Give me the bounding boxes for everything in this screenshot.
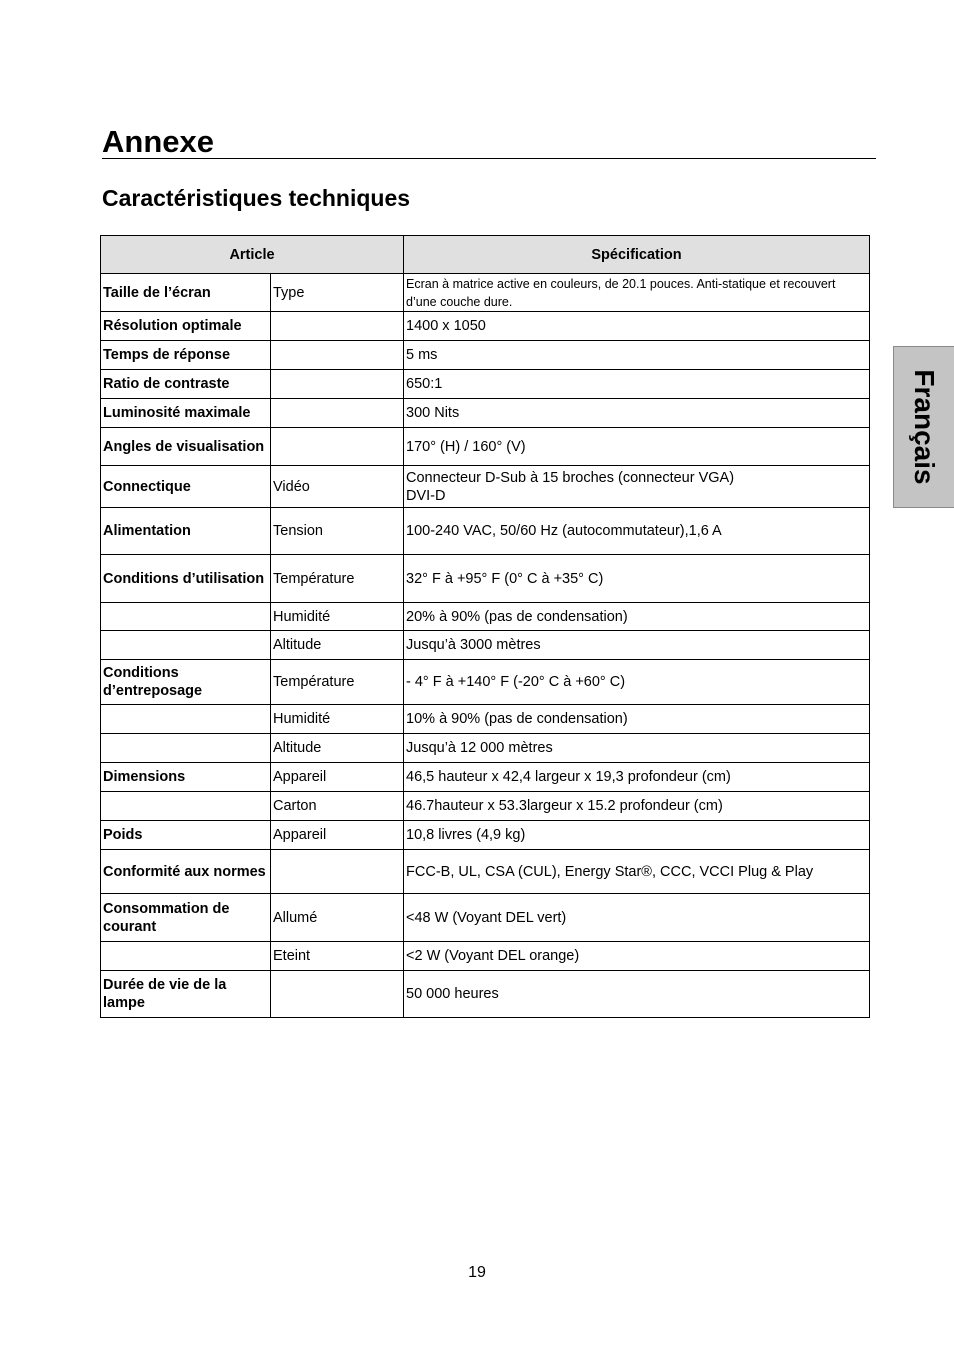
row-item: Temps de réponse (101, 341, 271, 370)
table-row (101, 466, 870, 508)
table-row (101, 942, 870, 971)
table-row (101, 850, 870, 894)
table-row (101, 971, 870, 1018)
row-item (101, 942, 271, 971)
row-subitem: Appareil (271, 763, 404, 792)
row-spec: 170° (H) / 160° (V) (404, 428, 870, 466)
row-spec-line: Connecteur D-Sub à 15 broches (connecteur VGA) (406, 469, 735, 486)
row-spec: 46,5 hauteur x 42,4 largeur x 19,3 profondeur (cm) (404, 763, 870, 792)
row-subitem: Tension (271, 508, 404, 555)
row-item: Durée de vie de la lampe (101, 971, 271, 1018)
row-subitem: Eteint (271, 942, 404, 971)
table-row (101, 274, 870, 312)
row-subitem (271, 399, 404, 428)
row-spec: 46.7hauteur x 53.3largeur x 15.2 profondeur (cm) (404, 792, 870, 821)
table-row (101, 603, 870, 631)
row-item (101, 792, 271, 821)
table-row (101, 894, 870, 942)
row-item: Connectique (101, 466, 271, 508)
row-subitem: Type (271, 274, 404, 312)
specifications-table (100, 235, 870, 1018)
row-spec: <48 W (Voyant DEL vert) (404, 894, 870, 942)
table-row (101, 660, 870, 705)
row-spec: 5 ms (404, 341, 870, 370)
table-row (101, 705, 870, 734)
row-item (101, 734, 271, 763)
table-row (101, 428, 870, 466)
row-item: Poids (101, 821, 271, 850)
row-item: Dimensions (101, 763, 271, 792)
section-title: Caractéristiques techniques (102, 185, 411, 211)
row-item (101, 631, 271, 660)
row-item (101, 603, 271, 631)
row-subitem (271, 312, 404, 341)
row-item: Angles de visualisation (101, 428, 271, 466)
row-spec: 20% à 90% (pas de condensation) (404, 603, 870, 631)
row-item: Alimentation (101, 508, 271, 555)
row-item: Ratio de contraste (101, 370, 271, 399)
row-item (101, 705, 271, 734)
row-item: Conditions d’utilisation (101, 555, 271, 603)
row-subitem (271, 428, 404, 466)
row-subitem (271, 370, 404, 399)
table-row (101, 631, 870, 660)
table-row (101, 341, 870, 370)
row-subitem: Allumé (271, 894, 404, 942)
row-spec: Jusqu’à 12 000 mètres (404, 734, 870, 763)
row-spec: - 4° F à +140° F (-20° C à +60° C) (404, 660, 870, 705)
table-row (101, 370, 870, 399)
row-subitem: Température (271, 555, 404, 603)
row-item: Consommation de courant (101, 894, 271, 942)
row-subitem: Altitude (271, 631, 404, 660)
row-spec: FCC-B, UL, CSA (CUL), Energy Star®, CCC, VCCI Plug & Play (404, 850, 870, 894)
row-subitem: Humidité (271, 603, 404, 631)
row-item: Luminosité maximale (101, 399, 271, 428)
row-item: Résolution optimale (101, 312, 271, 341)
table-row (101, 734, 870, 763)
row-spec: 100-240 VAC, 50/60 Hz (autocommutateur),1,6 A (404, 508, 870, 555)
row-spec: 50 000 heures (404, 971, 870, 1018)
row-item: Conditions d’entreposage (101, 660, 271, 705)
row-spec: 10% à 90% (pas de condensation) (404, 705, 870, 734)
row-subitem: Altitude (271, 734, 404, 763)
row-spec: 1400 x 1050 (404, 312, 870, 341)
table-row (101, 821, 870, 850)
row-item: Conformité aux normes (101, 850, 271, 894)
table-row (101, 763, 870, 792)
row-spec: <2 W (Voyant DEL orange) (404, 942, 870, 971)
page-number: 19 (468, 1264, 486, 1281)
row-item: Taille de l’écran (101, 274, 271, 312)
row-subitem: Température (271, 660, 404, 705)
header-article: Article (101, 236, 404, 274)
language-tab (893, 346, 954, 508)
table-row (101, 399, 870, 428)
row-spec: Jusqu’à 3000 mètres (404, 631, 870, 660)
title-underline (102, 158, 876, 159)
row-subitem: Humidité (271, 705, 404, 734)
row-spec: 650:1 (404, 370, 870, 399)
row-spec: 300 Nits (404, 399, 870, 428)
row-spec: 10,8 livres (4,9 kg) (404, 821, 870, 850)
row-subitem: Vidéo (271, 466, 404, 508)
header-specification: Spécification (404, 236, 870, 274)
row-subitem (271, 850, 404, 894)
row-subitem: Carton (271, 792, 404, 821)
table-header-row (101, 236, 870, 274)
row-spec-line: DVI-D (406, 487, 446, 504)
row-subitem (271, 341, 404, 370)
page-title: Annexe (102, 124, 214, 159)
row-spec: Ecran à matrice active en couleurs, de 20.1 pouces. Anti-statique et recouvert d’une couche dure. (404, 274, 870, 312)
row-spec (404, 466, 870, 508)
table-row (101, 508, 870, 555)
table-row (101, 792, 870, 821)
row-spec: 32° F à +95° F (0° C à +35° C) (404, 555, 870, 603)
table-row (101, 312, 870, 341)
language-tab-label: Français (909, 369, 940, 485)
table-row (101, 555, 870, 603)
row-subitem: Appareil (271, 821, 404, 850)
row-subitem (271, 971, 404, 1018)
